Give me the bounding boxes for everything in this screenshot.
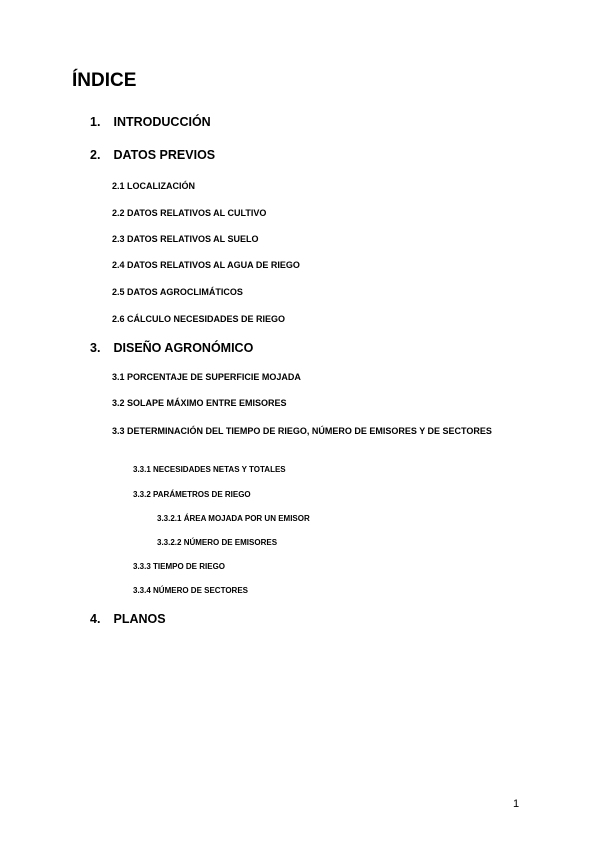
toc-entry-2-5: 2.5 DATOS AGROCLIMÁTICOS	[112, 287, 243, 297]
toc-entry-3-3-2: 3.3.2 PARÁMETROS DE RIEGO	[133, 490, 251, 499]
toc-entry-3-3-2-1: 3.3.2.1 ÁREA MOJADA POR UN EMISOR	[157, 514, 310, 523]
toc-entry-number: 2.	[90, 148, 101, 162]
page-number: 1	[513, 798, 520, 810]
toc-entry-1	[90, 115, 211, 129]
toc-entry-2-1: 2.1 LOCALIZACIÓN	[112, 181, 196, 191]
toc-entry-2-6: 2.6 CÁLCULO NECESIDADES DE RIEGO	[112, 314, 286, 324]
toc-entry-number: 4.	[90, 612, 101, 626]
index-title: ÍNDICE	[72, 70, 137, 91]
toc-entry-label: DISEÑO AGRONÓMICO	[113, 341, 254, 355]
toc-entry-3	[90, 341, 253, 355]
toc-entry-number: 1.	[90, 115, 101, 129]
toc-entry-3-2: 3.2 SOLAPE MÁXIMO ENTRE EMISORES	[112, 398, 287, 408]
toc-entry-3-3-3: 3.3.3 TIEMPO DE RIEGO	[133, 562, 226, 571]
toc-entry-label: INTRODUCCIÓN	[113, 115, 211, 129]
toc-entry-2-3: 2.3 DATOS RELATIVOS AL SUELO	[112, 234, 259, 244]
toc-entry-4	[90, 612, 166, 626]
toc-entry-3-3: 3.3 DETERMINACIÓN DEL TIEMPO DE RIEGO, NÚMERO DE EMISORES Y DE SECTORES	[112, 426, 492, 436]
toc-entry-label: DATOS PREVIOS	[113, 148, 216, 162]
toc-entry-3-3-4: 3.3.4 NÚMERO DE SECTORES	[133, 586, 248, 595]
toc-entry-3-1: 3.1 PORCENTAJE DE SUPERFICIE MOJADA	[112, 372, 301, 382]
toc-entry-2	[90, 148, 215, 162]
toc-entry-2-4: 2.4 DATOS RELATIVOS AL AGUA DE RIEGO	[112, 260, 300, 270]
toc-entry-2-2: 2.2 DATOS RELATIVOS AL CULTIVO	[112, 208, 267, 218]
toc-entry-3-3-1: 3.3.1 NECESIDADES NETAS Y TOTALES	[133, 465, 286, 474]
toc-entry-label: PLANOS	[113, 612, 166, 626]
toc-entry-number: 3.	[90, 341, 101, 355]
toc-entry-3-3-2-2: 3.3.2.2 NÚMERO DE EMISORES	[157, 538, 278, 547]
